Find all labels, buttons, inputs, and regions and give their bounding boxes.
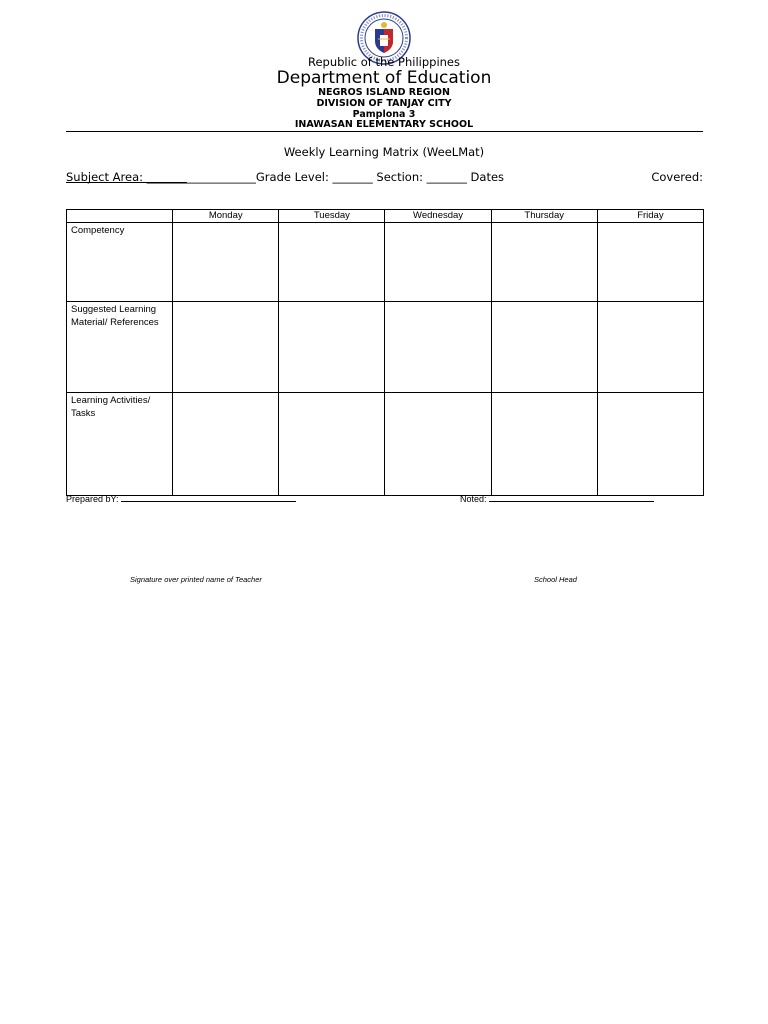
row-label-line: Material/ References bbox=[71, 316, 159, 328]
table-row bbox=[67, 302, 704, 393]
day-header: Tuesday bbox=[279, 210, 385, 223]
matrix-cell[interactable] bbox=[279, 223, 385, 302]
table-header-row bbox=[67, 210, 704, 223]
corner-cell bbox=[67, 210, 173, 223]
place-line: Pamplona 3 bbox=[352, 109, 416, 120]
covered-label: Covered: bbox=[651, 170, 703, 184]
matrix-cell[interactable] bbox=[173, 302, 279, 393]
teacher-signature-caption: Signature over printed name of Teacher bbox=[130, 575, 262, 584]
subject-grade-section-dates: Subject Area: ___________________Grade Level: _______ Section: _______ Dates bbox=[66, 170, 505, 184]
matrix-cell[interactable] bbox=[491, 223, 597, 302]
weekly-matrix-table bbox=[66, 209, 704, 496]
prepared-by-label: Prepared bY: bbox=[66, 494, 119, 504]
day-header: Wednesday bbox=[385, 210, 491, 223]
matrix-cell[interactable] bbox=[385, 302, 491, 393]
covered-underline bbox=[66, 182, 187, 183]
noted-field bbox=[460, 494, 654, 504]
matrix-cell[interactable] bbox=[385, 223, 491, 302]
matrix-cell[interactable] bbox=[173, 393, 279, 496]
matrix-cell[interactable] bbox=[491, 302, 597, 393]
table-row bbox=[67, 223, 704, 302]
matrix-cell[interactable] bbox=[173, 223, 279, 302]
school-head-caption: School Head bbox=[534, 575, 577, 584]
division-line: DIVISION OF TANJAY CITY bbox=[316, 98, 452, 109]
prepared-by-line[interactable] bbox=[121, 501, 296, 502]
row-label bbox=[67, 302, 173, 393]
document-title: Weekly Learning Matrix (WeeLMat) bbox=[283, 145, 485, 159]
noted-line[interactable] bbox=[489, 501, 654, 502]
republic-line: Republic of the Philippines bbox=[307, 55, 461, 69]
matrix-cell[interactable] bbox=[279, 302, 385, 393]
prepared-by-field bbox=[66, 494, 296, 504]
day-header: Friday bbox=[597, 210, 703, 223]
row-label-line: Learning Activities/ bbox=[71, 395, 151, 406]
row-label bbox=[67, 223, 173, 302]
row-label-line: Competency bbox=[71, 225, 125, 236]
header-divider bbox=[66, 131, 703, 132]
day-header: Thursday bbox=[491, 210, 597, 223]
day-header: Monday bbox=[173, 210, 279, 223]
school-name: INAWASAN ELEMENTARY SCHOOL bbox=[294, 119, 474, 130]
matrix-cell[interactable] bbox=[597, 223, 703, 302]
region-line: NEGROS ISLAND REGION bbox=[318, 87, 450, 98]
department-title: Department of Education bbox=[276, 68, 492, 88]
table-row bbox=[67, 393, 704, 496]
row-label-line: Tasks bbox=[71, 407, 96, 419]
matrix-cell[interactable] bbox=[491, 393, 597, 496]
matrix-cell[interactable] bbox=[385, 393, 491, 496]
row-label-line: Suggested Learning bbox=[71, 304, 157, 315]
noted-label: Noted: bbox=[460, 494, 487, 504]
row-label bbox=[67, 393, 173, 496]
matrix-cell[interactable] bbox=[597, 302, 703, 393]
matrix-cell[interactable] bbox=[279, 393, 385, 496]
matrix-cell[interactable] bbox=[597, 393, 703, 496]
